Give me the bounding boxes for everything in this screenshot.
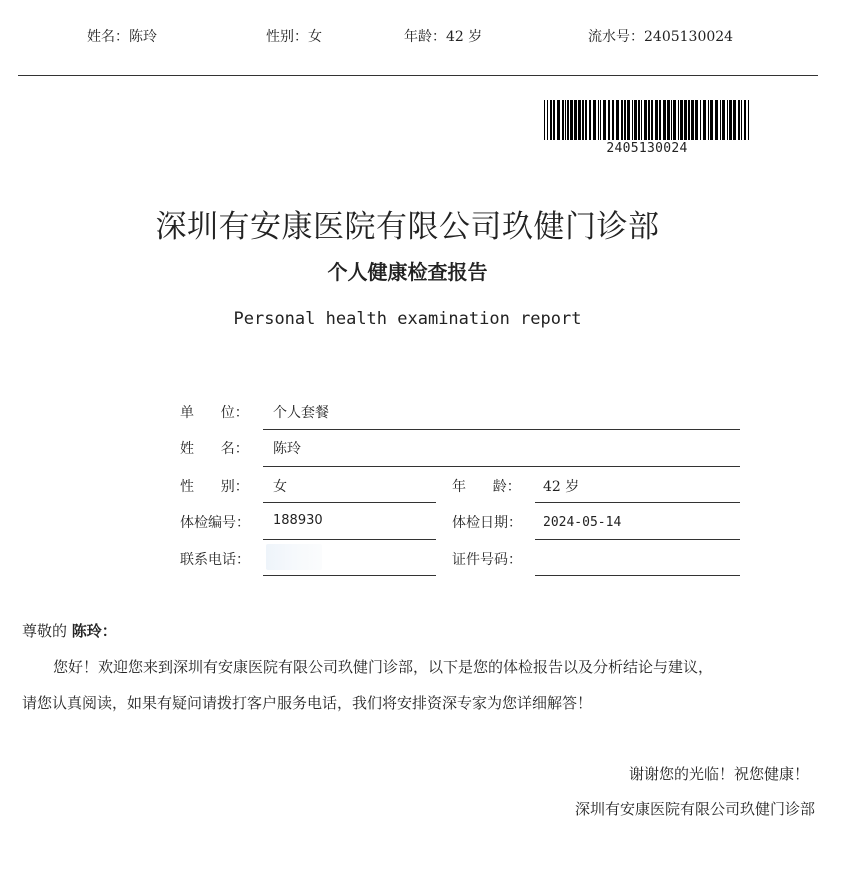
barcode-bar — [593, 100, 596, 140]
barcode-bar — [616, 100, 619, 140]
barcode-bar — [733, 100, 736, 140]
organization-title: 深圳有安康医院有限公司玖健门诊部 — [155, 209, 660, 245]
exam-date-underline — [535, 539, 740, 540]
barcode-bar — [708, 100, 709, 140]
barcode-bar — [624, 100, 626, 140]
header-divider — [18, 75, 818, 76]
exam-date-value: 2024-05-14 — [543, 515, 622, 530]
barcode-bar — [663, 100, 666, 140]
barcode-bar — [574, 100, 577, 140]
barcode-bar — [562, 100, 564, 140]
exam-number-value: 188930 — [273, 513, 323, 528]
age-underline — [535, 502, 740, 503]
barcode-bar — [582, 100, 584, 140]
barcode-image — [544, 100, 750, 140]
barcode-bar — [598, 100, 599, 140]
letter-thanks: 谢谢您的光临！祝您健康！ — [628, 765, 809, 783]
report-title-english: Personal health examination report — [233, 309, 582, 329]
barcode-bar — [691, 100, 694, 140]
salutation-name: 陈玲： — [71, 622, 117, 640]
barcode-bar — [589, 100, 591, 140]
barcode-bar — [700, 100, 701, 140]
barcode-bar — [655, 100, 658, 140]
barcode-bar — [722, 100, 725, 140]
letter-signature: 深圳有安康医院有限公司玖健门诊部 — [574, 800, 815, 818]
barcode-bar — [680, 100, 683, 140]
header-serial: 流水号：2405130024 — [588, 29, 734, 45]
barcode-bar — [612, 100, 614, 140]
gender-label: 性 别： — [180, 479, 249, 495]
salutation — [22, 620, 117, 641]
barcode-bar — [644, 100, 647, 140]
report-title: 个人健康检查报告 — [327, 260, 488, 284]
unit-value: 个人套餐 — [273, 405, 329, 421]
barcode-bar — [567, 100, 569, 140]
name-value: 陈玲 — [273, 441, 301, 457]
barcode-number: 2405130024 — [606, 141, 688, 156]
barcode-bar — [738, 100, 740, 140]
letter-line-1: 您好！欢迎您来到深圳有安康医院有限公司玖健门诊部，以下是您的体检报告以及分析结论与建议， — [53, 658, 714, 676]
barcode-bar — [547, 100, 548, 140]
unit-underline — [263, 429, 740, 430]
barcode-bar — [570, 100, 573, 140]
gender-underline — [263, 502, 436, 503]
phone-underline — [263, 575, 436, 576]
barcode-bar — [651, 100, 653, 140]
barcode-bar — [553, 100, 555, 140]
gender-value: 女 — [273, 479, 287, 495]
barcode-bar — [632, 100, 633, 140]
barcode-bar — [744, 100, 746, 140]
age-value: 42 岁 — [543, 479, 580, 495]
barcode-bar — [557, 100, 560, 140]
barcode-bar — [621, 100, 623, 140]
name-underline — [263, 466, 740, 467]
barcode-bar — [641, 100, 642, 140]
barcode-bar — [648, 100, 650, 140]
header-name: 姓名：陈玲 — [87, 29, 157, 45]
barcode-bar — [608, 100, 610, 140]
barcode-bar — [729, 100, 732, 140]
id-number-label: 证件号码： — [452, 552, 522, 568]
exam-number-label: 体检编号： — [180, 515, 250, 531]
name-label: 姓 名： — [180, 441, 249, 457]
barcode-bar — [627, 100, 630, 140]
barcode-bar — [695, 100, 698, 140]
barcode-bar — [550, 100, 552, 140]
barcode-bar — [634, 100, 637, 140]
barcode-bar — [585, 100, 587, 140]
phone-label: 联系电话： — [180, 552, 250, 568]
id-number-underline — [535, 575, 740, 576]
barcode-bar — [671, 100, 672, 140]
age-label: 年 龄： — [452, 479, 521, 495]
barcode-bar — [565, 100, 566, 140]
barcode-bar — [659, 100, 661, 140]
barcode-bar — [673, 100, 676, 140]
header-gender: 性别：女 — [266, 29, 322, 45]
exam-number-underline — [263, 539, 436, 540]
barcode-bar — [715, 100, 718, 140]
header-age: 年龄：42 岁 — [404, 29, 483, 45]
barcode-bar — [748, 100, 749, 140]
salutation-prefix: 尊敬的 — [22, 622, 68, 640]
barcode-bar — [578, 100, 581, 140]
barcode-bar — [688, 100, 690, 140]
barcode-bar — [684, 100, 687, 140]
barcode-bar — [600, 100, 601, 140]
barcode-bar — [667, 100, 670, 140]
barcode-bar — [720, 100, 721, 140]
unit-label: 单 位： — [180, 405, 249, 421]
barcode-bar — [727, 100, 728, 140]
barcode-bar — [544, 100, 545, 140]
letter-line-2: 请您认真阅读，如果有疑问请拨打客户服务电话，我们将安排资深专家为您详细解答！ — [22, 694, 593, 712]
barcode-bar — [678, 100, 679, 140]
phone-value-redacted — [266, 544, 322, 570]
exam-date-label: 体检日期： — [452, 515, 522, 531]
barcode-bar — [710, 100, 713, 140]
barcode-bar — [703, 100, 706, 140]
barcode-bar — [638, 100, 640, 140]
barcode-bar — [603, 100, 606, 140]
barcode-bar — [741, 100, 742, 140]
